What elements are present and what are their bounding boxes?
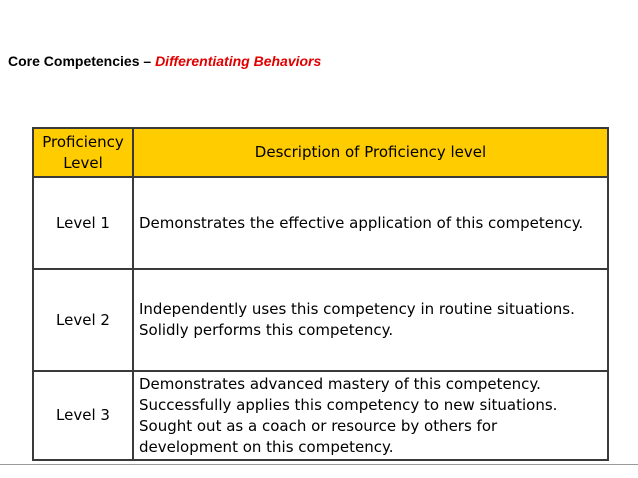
- description-line: Independently uses this competency in routine situations.: [139, 300, 575, 318]
- header-description: Description of Proficiency level: [133, 128, 608, 177]
- table-row: [33, 269, 608, 371]
- slide-title-accent: Differentiating Behaviors: [155, 53, 322, 69]
- description-cell: [133, 177, 608, 269]
- description-line: development on this competency.: [139, 437, 394, 456]
- level-cell: Level 1: [33, 177, 133, 269]
- proficiency-table: [32, 127, 609, 461]
- level-cell: Level 2: [33, 269, 133, 371]
- slide-title-prefix: Core Competencies –: [8, 53, 156, 69]
- description-line: Successfully applies this competency to new situations.: [139, 395, 558, 414]
- table-row: [33, 177, 608, 269]
- table-header-row: [33, 128, 608, 177]
- table-row: [33, 371, 608, 460]
- level-cell: Level 3: [33, 371, 133, 460]
- description-line: Demonstrates advanced mastery of this competency.: [139, 374, 541, 393]
- description-line: Demonstrates the effective application of this competency.: [139, 213, 584, 232]
- slide-title: [8, 53, 321, 69]
- description-line: Solidly performs this competency.: [139, 321, 394, 339]
- description-cell: [133, 269, 608, 371]
- footer-divider: [0, 464, 638, 465]
- description-cell: [133, 371, 608, 460]
- description-line: Sought out as a coach or resource by others for: [139, 416, 498, 435]
- header-proficiency-level: Proficiency Level: [33, 128, 133, 177]
